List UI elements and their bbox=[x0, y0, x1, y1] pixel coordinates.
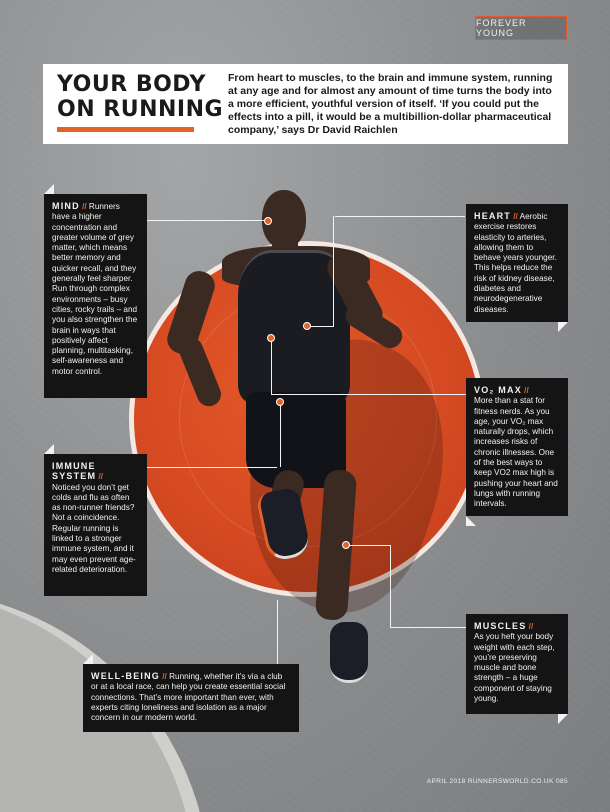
mind-text: Runners have a higher concentration and greater volume of grey matter, which means better memory and quicker recall, and they generally feel sharper. Run through complex environments – busy cities, rocky trails – and you also strengthen the brain in ways that positively affect planning, multitasking, self-awareness and motor control. bbox=[52, 202, 138, 376]
vo2-slash: // bbox=[521, 386, 529, 395]
marker-immune bbox=[276, 398, 284, 406]
marker-vo2 bbox=[267, 334, 275, 342]
wellbeing-slash: // bbox=[160, 672, 167, 681]
heart-heading: HEART bbox=[474, 211, 511, 221]
marker-heart bbox=[303, 322, 311, 330]
immune-heading-1: IMMUNE bbox=[52, 461, 96, 471]
card-heart bbox=[466, 204, 568, 322]
corner-heart bbox=[558, 322, 568, 332]
marker-mind bbox=[264, 217, 272, 225]
card-well-being bbox=[83, 664, 299, 732]
connector-muscles-h bbox=[346, 545, 390, 546]
connector-heart-h2 bbox=[308, 326, 334, 327]
connector-vo2-v bbox=[271, 338, 272, 394]
card-mind bbox=[44, 194, 147, 398]
corner-immune bbox=[44, 444, 54, 454]
muscles-slash: // bbox=[526, 622, 534, 631]
vo2-text: More than a stat for fitness nerds. As you age, your VO₂ max naturally drops, which increases risks of chronic illnesses. One of the best ways to keep VO2 max high is pushing your heart and lungs with running intervals. bbox=[474, 396, 558, 509]
wellbeing-heading: WELL-BEING bbox=[91, 671, 160, 681]
connector-vo2-h bbox=[271, 394, 466, 395]
corner-muscles bbox=[558, 714, 568, 724]
connector-muscles-h2 bbox=[390, 627, 466, 628]
corner-wellbeing bbox=[83, 654, 93, 664]
corner-vo2 bbox=[466, 516, 476, 526]
connector-heart-v bbox=[333, 216, 334, 326]
title-underline bbox=[57, 127, 194, 132]
page-footer: APRIL 2018 RUNNERSWORLD.CO.UK 085 bbox=[426, 778, 568, 785]
card-muscles bbox=[466, 614, 568, 714]
title-line-1: YOUR BODY bbox=[57, 72, 206, 97]
heart-slash: // bbox=[511, 212, 518, 221]
marker-muscles bbox=[342, 541, 350, 549]
mind-slash: // bbox=[79, 202, 87, 211]
intro-text: From heart to muscles, to the brain and immune system, running at any age and for almost any amount of time turns the body into a more efficient, youthful version of itself. ‘If you could put the effects into a pill, it would be a multibillion-dollar pharmaceutical company,’ says Dr David Raichlen bbox=[228, 72, 553, 136]
page-title bbox=[57, 72, 223, 122]
corner-mind bbox=[44, 184, 54, 194]
connector-mind bbox=[147, 220, 267, 221]
muscles-text: As you heft your body weight with each step, you’re preserving muscle and bone strength – a huge component of staying young. bbox=[474, 632, 555, 704]
connector-immune-v bbox=[280, 402, 281, 467]
wellbeing-text: Running, whether it’s via a club or at a local race, can help you create essential social connections. That’s more important than ever, with experts citing loneliness and isolation as a major concern in our modern world. bbox=[91, 672, 286, 723]
connector-immune-h bbox=[147, 467, 277, 468]
connector-muscles-v bbox=[390, 545, 391, 627]
title-line-2: ON RUNNING bbox=[57, 97, 224, 122]
card-immune-system bbox=[44, 454, 147, 596]
heart-text: Aerobic exercise restores elasticity to arteries, allowing them to behave years younger. This helps reduce the risk of kidney disease, diabetes and neurodegenerative diseases. bbox=[474, 212, 557, 314]
immune-text: Noticed you don’t get colds and flu as often as non-runner friends? Not a coincidence. Regular running is linked to a stronger immune system, and it may even prevent age-related deterioration. bbox=[52, 482, 136, 574]
vo2-heading: VO₂ MAX bbox=[474, 385, 522, 395]
immune-slash: // bbox=[96, 472, 104, 482]
card-vo2max bbox=[466, 378, 568, 516]
section-tag: FOREVER YOUNG bbox=[475, 16, 567, 40]
connector-wellbeing bbox=[277, 600, 278, 664]
connector-heart-h bbox=[335, 216, 465, 217]
header-box bbox=[43, 64, 568, 144]
immune-heading-2: SYSTEM bbox=[52, 471, 97, 482]
muscles-heading: MUSCLES bbox=[474, 621, 527, 631]
mind-heading: MIND bbox=[52, 201, 80, 211]
runner-right-shoe bbox=[330, 622, 368, 683]
